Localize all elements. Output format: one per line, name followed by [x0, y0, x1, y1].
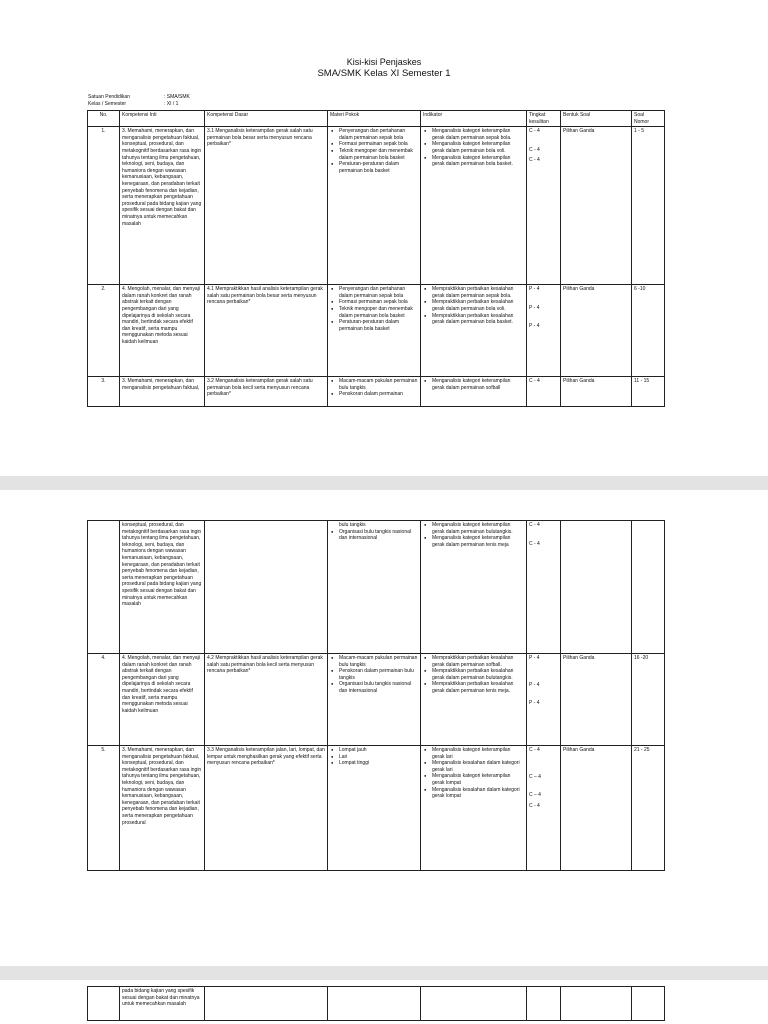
row-ki: 4. Mengolah, menalar, dan menyaji dalam ranah konkret dan ranah abstrak terkait dengan pengembangan dari yang dipelajarinya di sekolah secara mandiri, bertindak secara efektif dan kreatif, serta mampu menggunakan metoda sesuai kaidah keilmuan [120, 285, 205, 377]
row-tingkat: P - 4 P - 4 P - 4 [527, 654, 561, 746]
row-bentuk: Pilihan Ganda [561, 654, 632, 746]
row-nomor [632, 987, 665, 1021]
row-no [88, 521, 120, 654]
row-indikator [421, 654, 527, 746]
list-item: ● Macam-macam pukulan permainan bulu tangkis [330, 655, 418, 668]
row-nomor: 11 - 15 [632, 377, 665, 407]
row-bentuk: Pilihan Ganda [561, 377, 632, 407]
list-item: ● Mempraktikkan perbaikan kesalahan gerak dalam permainan bulutangkis. [423, 668, 524, 681]
list-item: ● Menganalisis kategori keterampilan gerak dalam permainan bulutangkis. [423, 522, 524, 535]
document-subtitle: SMA/SMK Kelas XI Semester 1 [317, 68, 451, 79]
row-tingkat: C - 4 C - 4 C - 4 [527, 127, 561, 285]
header-ki: Kompetensi Inti [120, 111, 205, 127]
row-materi [328, 987, 421, 1021]
list-item: ● Menganalisis kategori keterampilan gerak dalam permainan tenis meja [423, 535, 524, 548]
row-ki: konseptual, prosedural, dan metakognitif berdasarkan rasa ingin tahunya tentang ilmu pengetahuan, teknologi, seni, budaya, dan humaniora dengan wawasan kemanusiaan, kebangsaan, kenegaraan, dan peradaban terkait penyebab fenomena dan kejadian, serta menerapkan pengetahuan prosedural pada bidang kajian yang spesifik sesuai dengan bakat dan minatnya untuk memecahkan masalah [120, 521, 205, 654]
row-indikator [421, 127, 527, 285]
row-ki: 3. Memahami, menerapkan, dan menganalisis pengetahuan faktual, [120, 377, 205, 407]
header-nomor: Soal Nomor [632, 111, 665, 127]
row-materi: bulu tangkis ● Organisasi bulu tangkis nasional dan internasional [328, 521, 421, 654]
row-kd: 4.2 Mempraktikkan hasil analisis keterampilan gerak salah satu permainan bola kecil serta menyusun rencana perbaikan* [205, 654, 328, 746]
list-item: ● Penskoran dalam permainan [330, 391, 418, 398]
list-item: ● Menganalisis kategori keterampilan gerak lari [423, 747, 524, 760]
list-item: ● Organisasi bulu tangkis nasional dan internasional [330, 529, 418, 542]
row-nomor: 6 -10 [632, 285, 665, 377]
document-page-2 [0, 490, 768, 966]
list-item: ● Penskoran dalam permainan bulu tangkis [330, 668, 418, 681]
row-nomor: 21 - 25 [632, 746, 665, 871]
table-row [88, 521, 665, 654]
list-item: ● Mempraktikkan perbaikan kesalahan gerak dalam permainan tenis meja. [423, 681, 524, 694]
list-item: ● Teknik mengoper dan menembak dalam permainan bola basket [330, 148, 418, 161]
kisi-table-page-1 [87, 110, 665, 407]
list-item: ● Menganalisis kategori keterampilan gerak lompat [423, 773, 524, 786]
row-kd [205, 521, 328, 654]
row-no: 2. [88, 285, 120, 377]
list-item: ● Menganalisis kesalahan dalam kategori gerak lari [423, 760, 524, 773]
list-item: ● Teknik mengoper dan menembak dalam permainan bola basket [330, 306, 418, 319]
list-item: ● Penyerangan dan pertahanan dalam permainan sepak bola [330, 286, 418, 299]
row-bentuk [561, 521, 632, 654]
row-ki: pada bidang kajian yang spesifik sesuai dengan bakat dan minatnya untuk memecahkan masalah [120, 987, 205, 1021]
row-indikator [421, 377, 527, 407]
document-page-1 [0, 0, 768, 476]
header-indikator: Indikator [421, 111, 527, 127]
row-bentuk: Pilihan Ganda [561, 127, 632, 285]
list-item: ● Menganalisis kategori keterampilan gerak dalam permainan sofball [423, 378, 524, 391]
list-item: ● Menganalisis kategori keterampilan gerak dalam permainan sepak bola. [423, 128, 524, 141]
row-indikator [421, 987, 527, 1021]
row-kd [205, 987, 328, 1021]
list-item: ● Lari [330, 754, 418, 761]
row-bentuk: Pilihan Ganda [561, 285, 632, 377]
header-materi: Materi Pokok [328, 111, 421, 127]
header-no: No. [88, 111, 120, 127]
row-nomor [632, 521, 665, 654]
row-materi [328, 746, 421, 871]
row-materi [328, 377, 421, 407]
list-item: ● Menganalisis kesalahan dalam kategori gerak lompat [423, 787, 524, 800]
row-bentuk [561, 987, 632, 1021]
list-item: ● Penyerangan dan pertahanan dalam permainan sepak bola [330, 128, 418, 141]
header-bentuk: Bentuk Soal [561, 111, 632, 127]
row-materi [328, 654, 421, 746]
list-item: ● Lompat tinggi [330, 760, 418, 767]
list-item: ● Mempraktikkan perbaikan kesalahan gerak dalam permainan sepak bola. [423, 286, 524, 299]
meta-satuan: Satuan Pendidikan : SMA/SMK [88, 94, 190, 100]
row-materi [328, 285, 421, 377]
row-bentuk: Pilihan Ganda [561, 746, 632, 871]
row-ki: 3. Memahami, menerapkan, dan menganalisis pengetahuan faktual, konseptual, prosedural, dan metakognitif berdasarkan rasa ingin tahunya tentang ilmu pengetahuan, teknologi, seni, budaya, dan humaniora dengan wawasan kemanusiaan, kebangsaan, kenegaraan, dan peradaban terkait penyebab fenomena dan kejadian, serta menerapkan pengetahuan prosedural [120, 746, 205, 871]
row-no: 5. [88, 746, 120, 871]
list-item: ● Mempraktikkan perbaikan kesalahan gerak dalam permainan bola basket. [423, 313, 524, 326]
list-item: ● Peraturan-peraturan dalam permainan bola basket [330, 161, 418, 174]
list-item: ● Menganalisis kategori keterampilan gerak dalam permainan bola voli. [423, 141, 524, 154]
row-ki: 3. Memahami, menerapkan, dan menganalisis pengetahuan faktual, konseptual, prosedural, dan metakognitif berdasarkan rasa ingin tahunya tentang ilmu pengetahuan, teknologi, seni, budaya, dan humaniora dengan wawasan kemanusiaan, kebangsaan, kenegaraan, dan peradaban terkait penyebab fenomena dan kejadian, serta menerapkan pengetahuan prosedural pada bidang kajian yang spesifik sesuai dengan bakat dan minatnya untuk memecahkan masalah [120, 127, 205, 285]
row-tingkat: C - 4 C – 4 C – 4 C - 4 [527, 746, 561, 871]
row-no [88, 987, 120, 1021]
meta-kelas: Kelas / Semester : XI / 1 [88, 101, 179, 107]
header-tingkat: Tingkat kesulitan [527, 111, 561, 127]
row-indikator [421, 746, 527, 871]
kisi-table-page-2 [87, 520, 665, 871]
list-item: ● Menganalisis kategori keterampilan gerak dalam permainan bola basket. [423, 155, 524, 168]
row-no: 1. [88, 127, 120, 285]
row-tingkat: C - 4 [527, 377, 561, 407]
row-tingkat [527, 987, 561, 1021]
row-kd: 3.1 Menganalisis keterampilan gerak salah satu permainan bola besar serta menyusun rencana perbaikan* [205, 127, 328, 285]
row-no: 3. [88, 377, 120, 407]
row-kd: 4.1 Mempraktikkan hasil analisis keterampilan gerak salah satu permainan bola besar serta menyusun rencana perbaikan* [205, 285, 328, 377]
row-tingkat: P - 4 P - 4 P - 4 [527, 285, 561, 377]
row-kd: 3.2 Menganalisis keterampilan gerak salah satu permainan bola kecil serta menyusun rencana perbaikan* [205, 377, 328, 407]
table-row [88, 285, 665, 377]
table-row [88, 746, 665, 871]
table-row [88, 127, 665, 285]
kisi-table-page-3 [87, 986, 665, 1021]
list-item: ● Formasi permainan sepak bola [330, 299, 418, 306]
list-item: ● Mempraktikkan perbaikan kesalahan gerak dalam permainan bola voli. [423, 299, 524, 312]
document-title: Kisi-kisi Penjaskes [346, 57, 422, 67]
row-no: 4. [88, 654, 120, 746]
row-ki: 4. Mengolah, menalar, dan menyaji dalam ranah konkret dan ranah abstrak terkait dengan pengembangan dari yang dipelajarinya di sekolah secara mandiri, bertindak secara efektif dan kreatif, serta mampu menggunakan metoda sesuai kaidah keilmuan [120, 654, 205, 746]
row-kd: 3.3 Menganalisis keterampilan jalan, lari, lompat, dan lempar untuk menghasilkan gerak yang efektif serta menyusun rencana perbaikan* [205, 746, 328, 871]
header-kd: Kompetensi Dasar [205, 111, 328, 127]
row-tingkat: C - 4 C - 4 [527, 521, 561, 654]
list-item: ● Formasi permainan sepak bola [330, 141, 418, 148]
row-indikator [421, 285, 527, 377]
row-materi [328, 127, 421, 285]
document-page-3 [0, 980, 768, 1024]
list-item: ● Peraturan-peraturan dalam permainan bola basket [330, 319, 418, 332]
list-item: ● Mempraktikkan perbaikan kesalahan gerak dalam permainan sofball. [423, 655, 524, 668]
table-header-row [88, 111, 665, 127]
table-row [88, 654, 665, 746]
row-nomor: 1 - 5 [632, 127, 665, 285]
table-row [88, 987, 665, 1021]
list-item: ● Macam-macam pukulan permainan bulu tangkis [330, 378, 418, 391]
table-row [88, 377, 665, 407]
row-indikator [421, 521, 527, 654]
list-item: ● Organisasi bulu tangkis nasional dan internasional [330, 681, 418, 694]
row-nomor: 16 -20 [632, 654, 665, 746]
list-item: ● Lompat jauh [330, 747, 418, 754]
